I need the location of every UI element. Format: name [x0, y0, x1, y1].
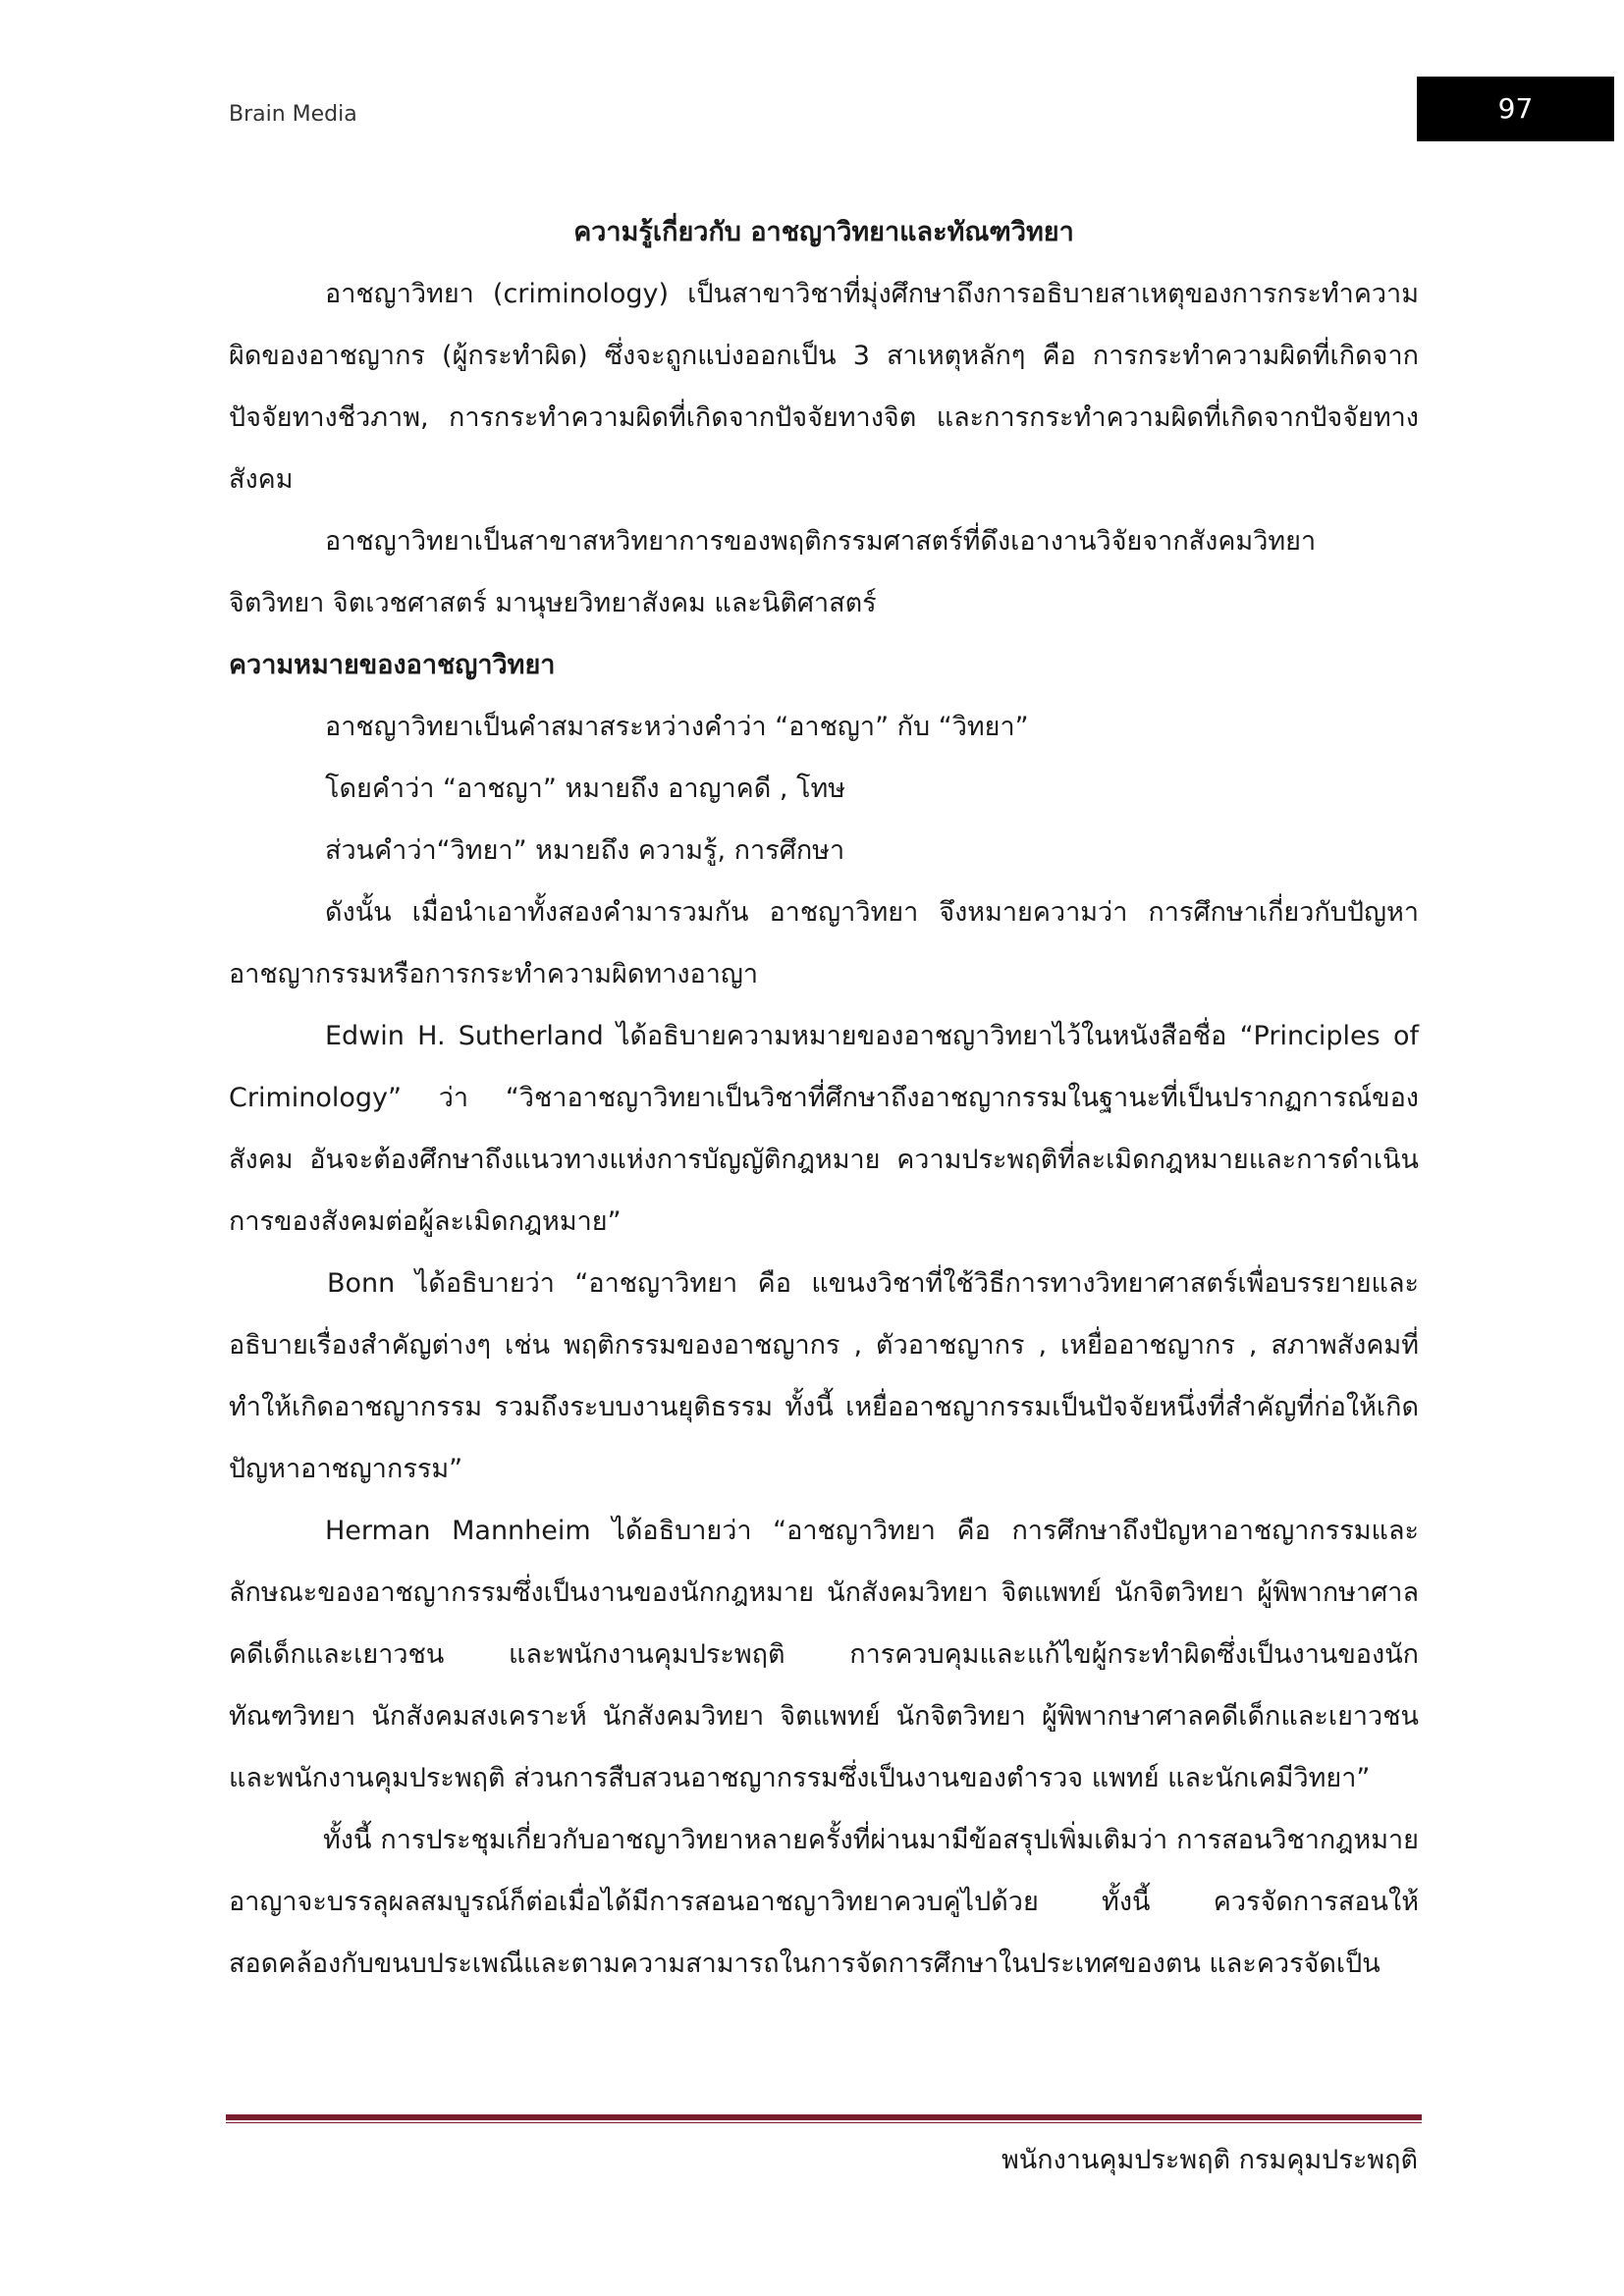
- footer-text: พนักงานคุมประพฤติ กรมคุมประพฤติ: [1001, 2145, 1418, 2175]
- paragraph-6: Herman Mannheim ได้อธิบายว่า “อาชญาวิทยา คือ การศึกษาถึงปัญหาอาชญากรรมและลักษณะของอาชญากรรมซึ่งเป็นงานของนักกฎหมาย นักสังคมวิทยา จิตแพทย์ นักจิตวิทยา ผู้พิพากษาศาลคดีเด็กและเยาวชน และพนักงานคุมประพฤติ การควบคุมและแก้ไขผู้กระทำผิดซึ่งเป็นงานของนักทัณฑวิทยา นักสังคมสงเคราะห์ นักสังคมวิทยา จิตแพทย์ นักจิตวิทยา ผู้พิพากษาศาลคดีเด็กและเยาวชน และพนักงานคุมประพฤติ ส่วนการสืบสวนอาชญากรรมซึ่งเป็นงานของตำรวจ แพทย์ และนักเคมีวิทยา”: [229, 1516, 1419, 1793]
- definition-line-2: โดยคำว่า “อาชญา” หมายถึง อาญาคดี , โทษ: [325, 774, 846, 804]
- paragraph-7: ทั้งนี้ การประชุมเกี่ยวกับอาชญาวิทยาหลายครั้งที่ผ่านมามีข้อสรุปเพิ่มเติมว่า การสอนวิชากฎหมายอาญาจะบรรลุผลสมบูรณ์ก็ต่อเมื่อได้มีการสอนอาชญาวิทยาควบคู่ไปด้วย ทั้งนี้ ควรจัดการสอนให้สอดคล้องกับขนบประเพณีและตามความสามารถในการจัดการศึกษาในประเทศของตน และควรจัดเป็น: [229, 1825, 1419, 1979]
- definition-line-3: ส่วนคำว่า“วิทยา” หมายถึง ความรู้, การศึกษา: [325, 835, 845, 866]
- document-body: [229, 201, 1419, 1995]
- definition-line-1: อาชญาวิทยาเป็นคำสมาสระหว่างคำว่า “อาชญา” กับ “วิทยา”: [325, 712, 1029, 742]
- footer-divider: [226, 2114, 1422, 2123]
- paragraph-3: ดังนั้น เมื่อนำเอาทั้งสองคำมารวมกัน อาชญาวิทยา จึงหมายความว่า การศึกษาเกี่ยวกับปัญหาอาชญากรรมหรือการกระทำความผิดทางอาญา: [229, 897, 1419, 989]
- header-brand: Brain Media: [229, 102, 357, 127]
- page-number-box: [1417, 77, 1614, 141]
- paragraph-1: อาชญาวิทยา (criminology) เป็นสาขาวิชาที่มุ่งศึกษาถึงการอธิบายสาเหตุของการกระทำความผิดของอาชญากร (ผู้กระทำผิด) ซึ่งจะถูกแบ่งออกเป็น 3 สาเหตุหลักๆ คือ การกระทำความผิดที่เกิดจากปัจจัยทางชีวภาพ, การกระทำความผิดที่เกิดจากปัจจัยทางจิต และการกระทำความผิดที่เกิดจากปัจจัยทางสังคม: [229, 279, 1419, 495]
- paragraph-5: Bonn ได้อธิบายว่า “อาชญาวิทยา คือ แขนงวิชาที่ใช้วิธีการทางวิทยาศาสตร์เพื่อบรรยายและอธิบายเรื่องสำคัญต่างๆ เช่น พฤติกรรมของอาชญากร , ตัวอาชญากร , เหยื่ออาชญากร , สภาพสังคมที่ทำให้เกิดอาชญากรรม รวมถึงระบบงานยุติธรรม ทั้งนี้ เหยื่ออาชญากรรมเป็นปัจจัยหนึ่งที่สำคัญที่ก่อให้เกิดปัญหาอาชญากรรม”: [229, 1268, 1419, 1484]
- paragraph-4: Edwin H. Sutherland ได้อธิบายความหมายของอาชญาวิทยาไว้ในหนังสือชื่อ “Principles of Criminology” ว่า “วิชาอาชญาวิทยาเป็นวิชาที่ศึกษาถึงอาชญากรรมในฐานะที่เป็นปรากฏการณ์ของสังคม อันจะต้องศึกษาถึงแนวทางแห่งการบัญญัติกฎหมาย ความประพฤติที่ละเมิดกฎหมายและการดำเนินการของสังคมต่อผู้ละเมิดกฎหมาย”: [229, 1021, 1419, 1237]
- section-heading: ความหมายของอาชญาวิทยา: [229, 650, 556, 680]
- document-title: ความรู้เกี่ยวกับ อาชญาวิทยาและทัณฑวิทยา: [573, 217, 1074, 247]
- paragraph-2: อาชญาวิทยาเป็นสาขาสหวิทยาการของพฤติกรรมศาสตร์ที่ดึงเอางานวิจัยจากสังคมวิทยา จิตวิทยา จิตเวชศาสตร์ มานุษยวิทยาสังคม และนิติศาสตร์: [229, 526, 1317, 618]
- page-number: 97: [1497, 92, 1534, 125]
